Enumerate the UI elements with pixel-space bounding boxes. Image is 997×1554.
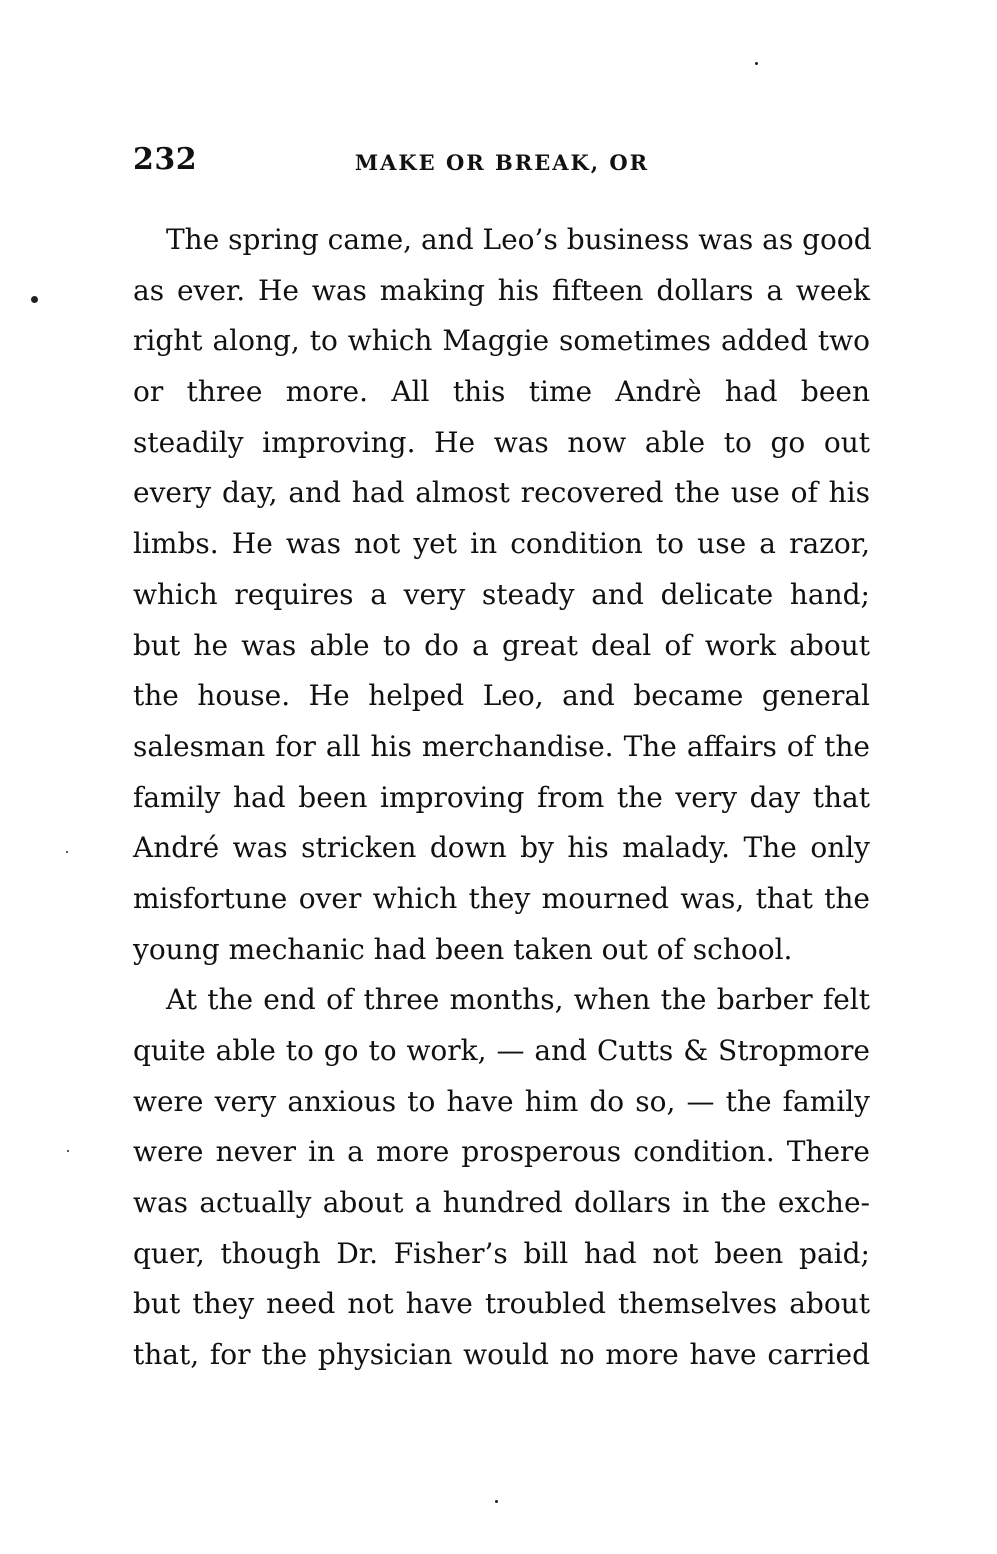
paragraph (133, 215, 870, 975)
text-line: steadily improving. He was now able to go out (133, 425, 870, 459)
text-line: At the end of three months, when the barber felt (166, 983, 870, 1017)
text-line: every day, and had almost recovered the use of his (133, 476, 870, 510)
ink-speck (66, 851, 68, 853)
text-line: were very anxious to have him do so, — the family (133, 1084, 870, 1118)
text-line: André was stricken down by his malady. The only (133, 831, 870, 865)
page-number: 232 (133, 142, 198, 177)
text-line: quer, though Dr. Fisher’s bill had not been paid; (133, 1236, 870, 1270)
text-line: family had been improving from the very day that (133, 780, 870, 814)
ink-speck (31, 296, 38, 303)
text-line: young mechanic had been taken out of school. (133, 932, 793, 966)
text-line: which requires a very steady and delicate hand; (133, 577, 870, 611)
text-line: The spring came, and Leo’s business was as good (166, 223, 872, 256)
text-line: were never in a more prosperous condition. There (133, 1135, 870, 1169)
text-line: limbs. He was not yet in condition to use a razor, (133, 527, 870, 561)
text-line: was actually about a hundred dollars in the exche- (133, 1186, 870, 1220)
text-line: misfortune over which they mourned was, that the (133, 881, 870, 915)
text-line: but he was able to do a great deal of work about (133, 628, 870, 662)
text-line: or three more. All this time Andrè had been (133, 375, 870, 409)
text-line: but they need not have troubled themselves about (133, 1287, 870, 1321)
text-line: right along, to which Maggie sometimes added two (133, 324, 870, 358)
text-line: that, for the physician would no more have carried (133, 1338, 870, 1372)
ink-speck (67, 1150, 69, 1152)
ink-speck (755, 62, 758, 65)
text-line: as ever. He was making his fifteen dollars a week (133, 273, 870, 307)
running-head: MAKE OR BREAK, OR (354, 150, 650, 175)
text-line: salesman for all his merchandise. The affairs of the (133, 729, 870, 763)
paragraph (133, 975, 870, 1381)
text-line: quite able to go to work, — and Cutts & Stropmore (133, 1034, 870, 1067)
text-line: the house. He helped Leo, and became general (133, 679, 870, 713)
ink-speck (495, 1500, 498, 1503)
body-text (133, 215, 870, 1381)
